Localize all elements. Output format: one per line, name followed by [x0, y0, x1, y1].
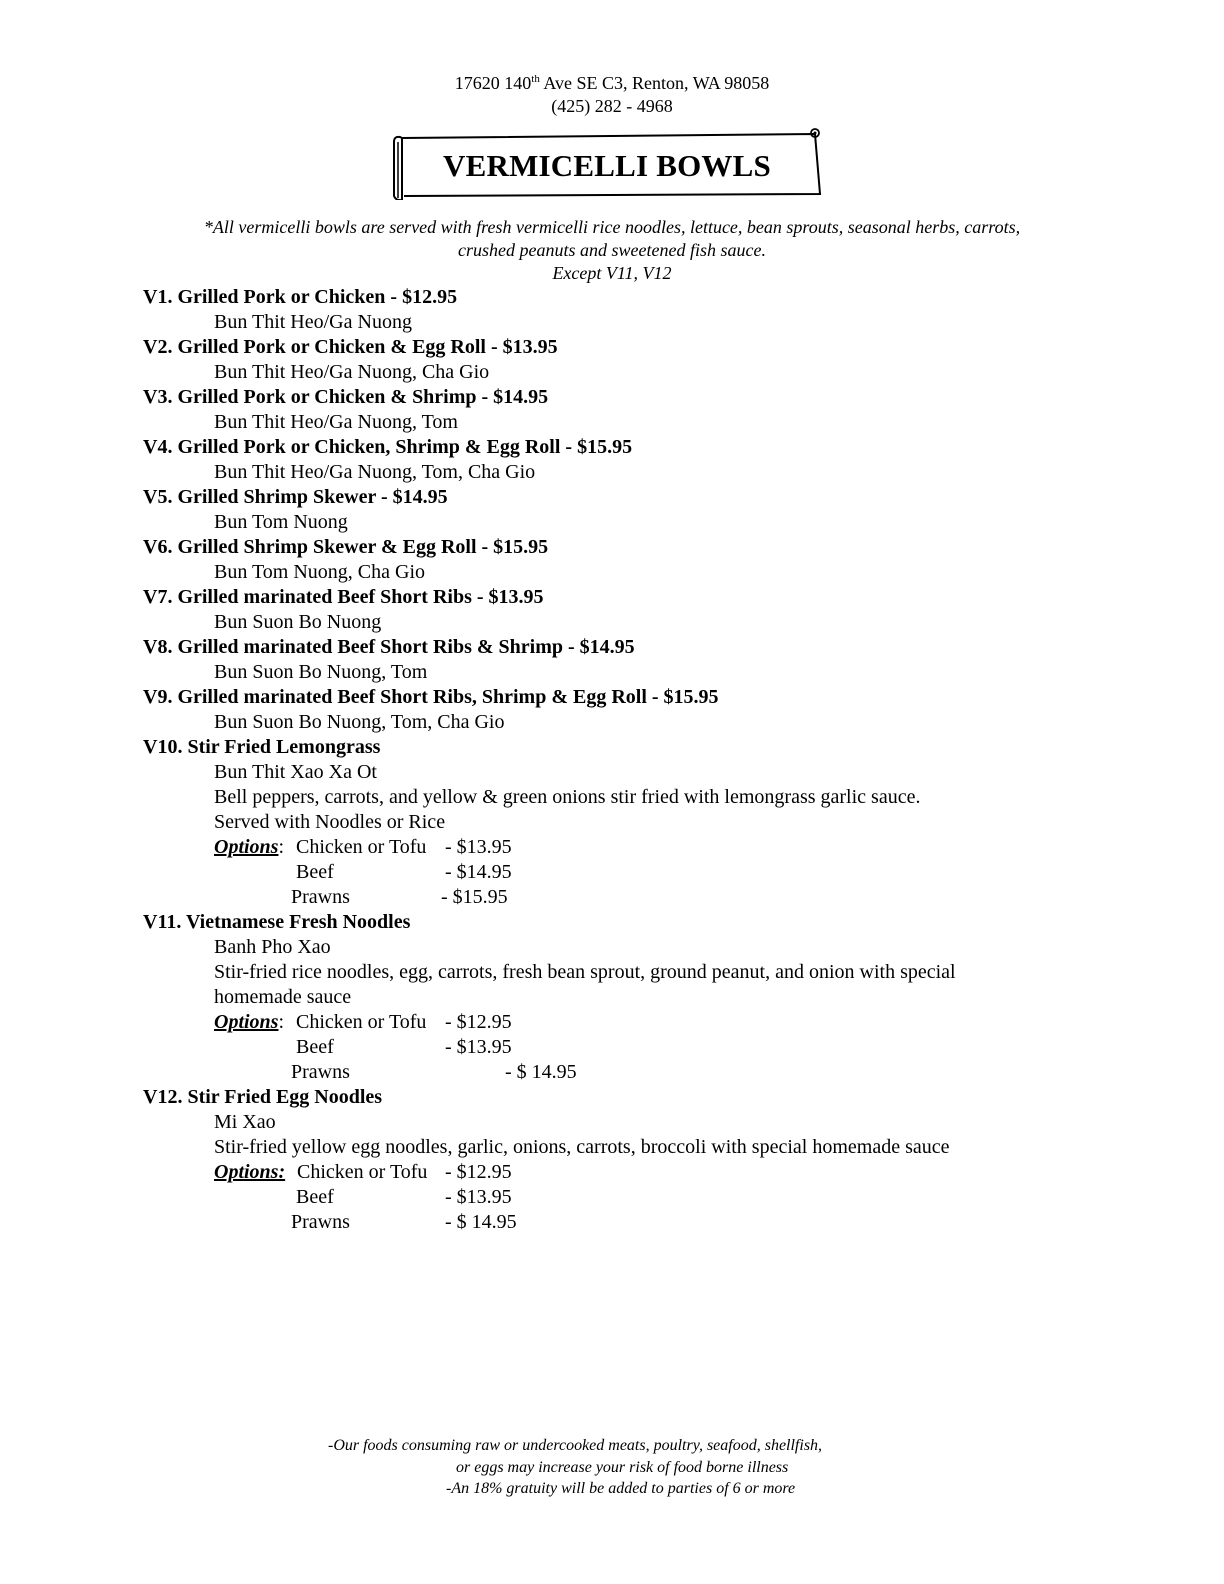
menu-item-v4: [143, 435, 1103, 485]
options-label: Options:: [214, 836, 285, 858]
item-description: Stir-fried yellow egg noodles, garlic, onions, carrots, broccoli with special homemade sauce: [214, 1136, 950, 1158]
option-name: Chicken or Tofu: [296, 836, 427, 858]
option-price: - $12.95: [445, 1161, 512, 1183]
address-line: 17620 140th Ave SE C3, Renton, WA 98058: [454, 73, 770, 93]
menu-item-v1: [143, 285, 1103, 335]
item-title: V8. Grilled marinated Beef Short Ribs & Shrimp - $14.95: [143, 636, 635, 658]
option-price: - $13.95: [445, 1186, 512, 1208]
item-title: V6. Grilled Shrimp Skewer & Egg Roll - $15.95: [143, 536, 549, 558]
menu-item-v2: [143, 335, 1103, 385]
intro-line: *All vermicelli bowls are served with fresh vermicelli rice noodles, lettuce, bean sprouts, seasonal herbs, carrots,: [203, 217, 1021, 237]
item-description: Served with Noodles or Rice: [214, 811, 446, 833]
item-vietnamese-name: Bun Suon Bo Nuong, Tom: [214, 661, 428, 683]
options-label: Options:: [214, 1011, 285, 1033]
item-vietnamese-name: Bun Tom Nuong, Cha Gio: [214, 561, 426, 583]
menu-item-v3: [143, 385, 1103, 435]
footer-line: -Our foods consuming raw or undercooked meats, poultry, seafood, shellfish,: [328, 1437, 823, 1454]
menu-list: [143, 285, 1103, 1235]
item-title: V11. Vietnamese Fresh Noodles: [143, 911, 411, 933]
menu-item-v7: [143, 585, 1103, 635]
option-price: - $12.95: [445, 1011, 512, 1033]
option-row: [143, 835, 1103, 860]
menu-item-v10: [143, 735, 1103, 910]
option-price: - $13.95: [445, 1036, 512, 1058]
option-price: - $14.95: [445, 861, 512, 883]
option-price: - $ 14.95: [505, 1061, 577, 1083]
intro-line: Except V11, V12: [552, 263, 672, 283]
item-vietnamese-name: Bun Suon Bo Nuong, Tom, Cha Gio: [214, 711, 505, 733]
option-row: [143, 1210, 1103, 1235]
item-vietnamese-name: Bun Thit Heo/Ga Nuong, Tom: [214, 411, 458, 433]
option-name: Chicken or Tofu: [296, 1011, 427, 1033]
item-vietnamese-name: Bun Thit Heo/Ga Nuong, Cha Gio: [214, 361, 490, 383]
item-vietnamese-name: Bun Suon Bo Nuong: [214, 611, 382, 633]
item-vietnamese-name: Bun Thit Heo/Ga Nuong, Tom, Cha Gio: [214, 461, 536, 483]
menu-item-v12: [143, 1085, 1103, 1235]
option-row: [143, 1010, 1103, 1035]
option-row: [143, 1060, 1103, 1085]
item-title: V4. Grilled Pork or Chicken, Shrimp & Egg Roll - $15.95: [143, 436, 633, 458]
option-name: Beef: [296, 861, 334, 883]
option-row: [143, 1185, 1103, 1210]
item-title: V9. Grilled marinated Beef Short Ribs, Shrimp & Egg Roll - $15.95: [143, 686, 719, 708]
option-name: Chicken or Tofu: [297, 1161, 428, 1183]
item-title: V3. Grilled Pork or Chicken & Shrimp - $14.95: [143, 386, 549, 408]
footer-line: or eggs may increase your risk of food borne illness: [456, 1459, 789, 1476]
item-title: V10. Stir Fried Lemongrass: [143, 736, 381, 758]
phone-number: (425) 282 - 4968: [551, 96, 673, 116]
option-price: - $ 14.95: [445, 1211, 517, 1233]
intro-note: [120, 216, 1104, 285]
option-name: Beef: [296, 1036, 334, 1058]
menu-item-v5: [143, 485, 1103, 535]
item-title: V1. Grilled Pork or Chicken - $12.95: [143, 286, 458, 308]
section-title: VERMICELLI BOWLS: [443, 148, 771, 183]
menu-item-v9: [143, 685, 1103, 735]
footer-line: -An 18% gratuity will be added to parties of 6 or more: [446, 1480, 796, 1497]
option-price: - $15.95: [441, 886, 508, 908]
options-label: Options:: [214, 1161, 286, 1183]
item-vietnamese-name: Bun Thit Xao Xa Ot: [214, 761, 377, 783]
item-description: Bell peppers, carrots, and yellow & green onions stir fried with lemongrass garlic sauce.: [214, 786, 921, 808]
item-description: Stir-fried rice noodles, egg, carrots, fresh bean sprout, ground peanut, and onion with special: [214, 961, 956, 983]
option-row: [143, 860, 1103, 885]
item-vietnamese-name: Bun Thit Heo/Ga Nuong: [214, 311, 412, 333]
option-name: Prawns: [291, 1211, 350, 1233]
menu-item-v11: [143, 910, 1103, 1085]
section-banner: [390, 128, 824, 200]
item-title: V7. Grilled marinated Beef Short Ribs - $13.95: [143, 586, 544, 608]
option-price: - $13.95: [445, 836, 512, 858]
item-vietnamese-name: Bun Tom Nuong: [214, 511, 348, 533]
item-vietnamese-name: Banh Pho Xao: [214, 936, 331, 958]
option-row: [143, 885, 1103, 910]
option-name: Prawns: [291, 886, 350, 908]
item-vietnamese-name: Mi Xao: [214, 1111, 276, 1133]
item-description: homemade sauce: [214, 986, 352, 1008]
menu-item-v6: [143, 535, 1103, 585]
option-name: Beef: [296, 1186, 334, 1208]
menu-item-v8: [143, 635, 1103, 685]
item-title: V5. Grilled Shrimp Skewer - $14.95: [143, 486, 448, 508]
item-title: V2. Grilled Pork or Chicken & Egg Roll - $13.95: [143, 336, 558, 358]
option-row: [143, 1160, 1103, 1185]
intro-line: crushed peanuts and sweetened fish sauce.: [458, 240, 766, 260]
option-name: Prawns: [291, 1061, 350, 1083]
item-title: V12. Stir Fried Egg Noodles: [143, 1086, 383, 1108]
option-row: [143, 1035, 1103, 1060]
